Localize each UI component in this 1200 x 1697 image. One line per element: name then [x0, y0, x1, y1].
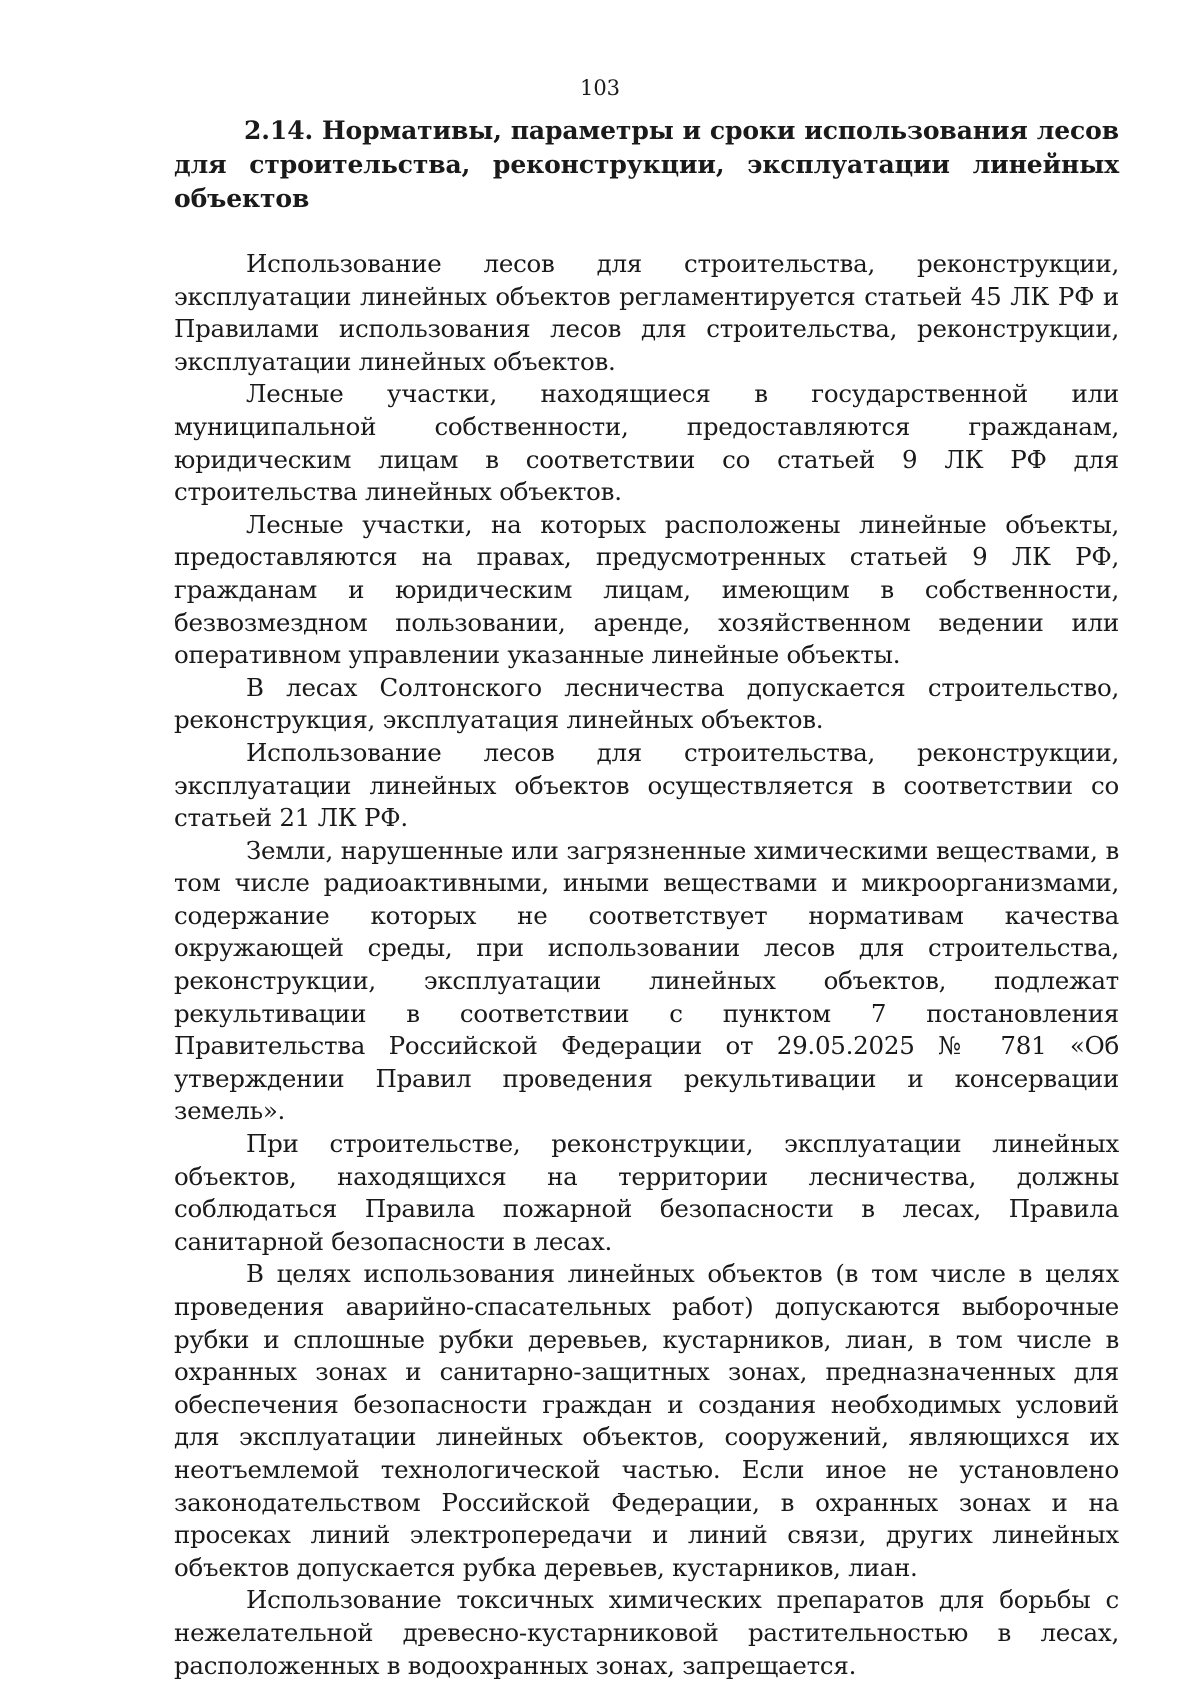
section-heading: 2.14. Нормативы, параметры и сроки использования лесов для строительства, реконструкции, эксплуатации линейных объектов — [174, 116, 1119, 213]
paragraph-soltonskoe-forestry: В лесах Солтонского лесничества допускается строительство, реконструкция, эксплуатация линейных объектов. — [174, 672, 1119, 735]
paragraph-article-21: Использование лесов для строительства, реконструкции, эксплуатации линейных объектов осуществляется в соответствии со статьей 21 ЛК РФ. — [174, 737, 1119, 833]
page-content — [174, 114, 1119, 1682]
paragraph-land-rights: Лесные участки, на которых расположены линейные объекты, предоставляются на правах, предусмотренных статьей 9 ЛК РФ, гражданам и юридическим лицам, имеющим в собственности, безвозмездном пользовании, аренде, хозяйственном ведении или оперативном управлении указанные линейные объекты. — [174, 509, 1119, 670]
paragraph-tree-cutting: В целях использования линейных объектов (в том числе в целях проведения аварийно-спасательных работ) допускаются выборочные рубки и сплошные рубки деревьев, кустарников, лиан, в том числе в охранных зонах и санитарно-защитных зонах, предназначенных для обеспечения безопасности граждан и создания необходимых условий для эксплуатации линейных объектов, сооружений, являющихся их неотъемлемой технологической частью. Если иное не установлено законодательством Российской Федерации, в охранных зонах и на просеках линий электропередачи и линий связи, других линейных объектов допускается рубка деревьев, кустарников, лиан. — [174, 1259, 1119, 1582]
paragraph-state-municipal-land: Лесные участки, находящиеся в государственной или муниципальной собственности, предоставляются гражданам, юридическим лицам в соответствии со статьей 9 ЛК РФ для строительства линейных объектов. — [174, 379, 1119, 507]
paragraph-toxic-chemicals: Использование токсичных химических препаратов для борьбы с нежелательной древесно-кустарниковой растительностью в лесах, расположенных в водоохранных зонах, запрещается. — [174, 1585, 1119, 1680]
paragraph-safety-rules: При строительстве, реконструкции, эксплуатации линейных объектов, находящихся на территории лесничества, должны соблюдаться Правила пожарной безопасности в лесах, Правила санитарной безопасности в лесах. — [174, 1129, 1119, 1256]
paragraph-land-recultivation: Земли, нарушенные или загрязненные химическими веществами, в том числе радиоактивными, иными веществами и микроорганизмами, содержание которых не соответствует нормативам качества окружающей среды, при использовании лесов для строительства, реконструкции, эксплуатации линейных объектов, подлежат рекультивации в соответствии с пунктом 7 постановления Правительства Российской Федерации от 29.05.2025 № 781 «Об утверждении Правил проведения рекультивации и консервации земель». — [174, 835, 1119, 1126]
page-number: 103 — [579, 76, 621, 100]
paragraph-article-45: Использование лесов для строительства, реконструкции, эксплуатации линейных объектов регламентируется статьей 45 ЛК РФ и Правилами использования лесов для строительства, реконструкции, эксплуатации линейных объектов. — [174, 249, 1119, 376]
body-text — [174, 248, 1119, 1682]
